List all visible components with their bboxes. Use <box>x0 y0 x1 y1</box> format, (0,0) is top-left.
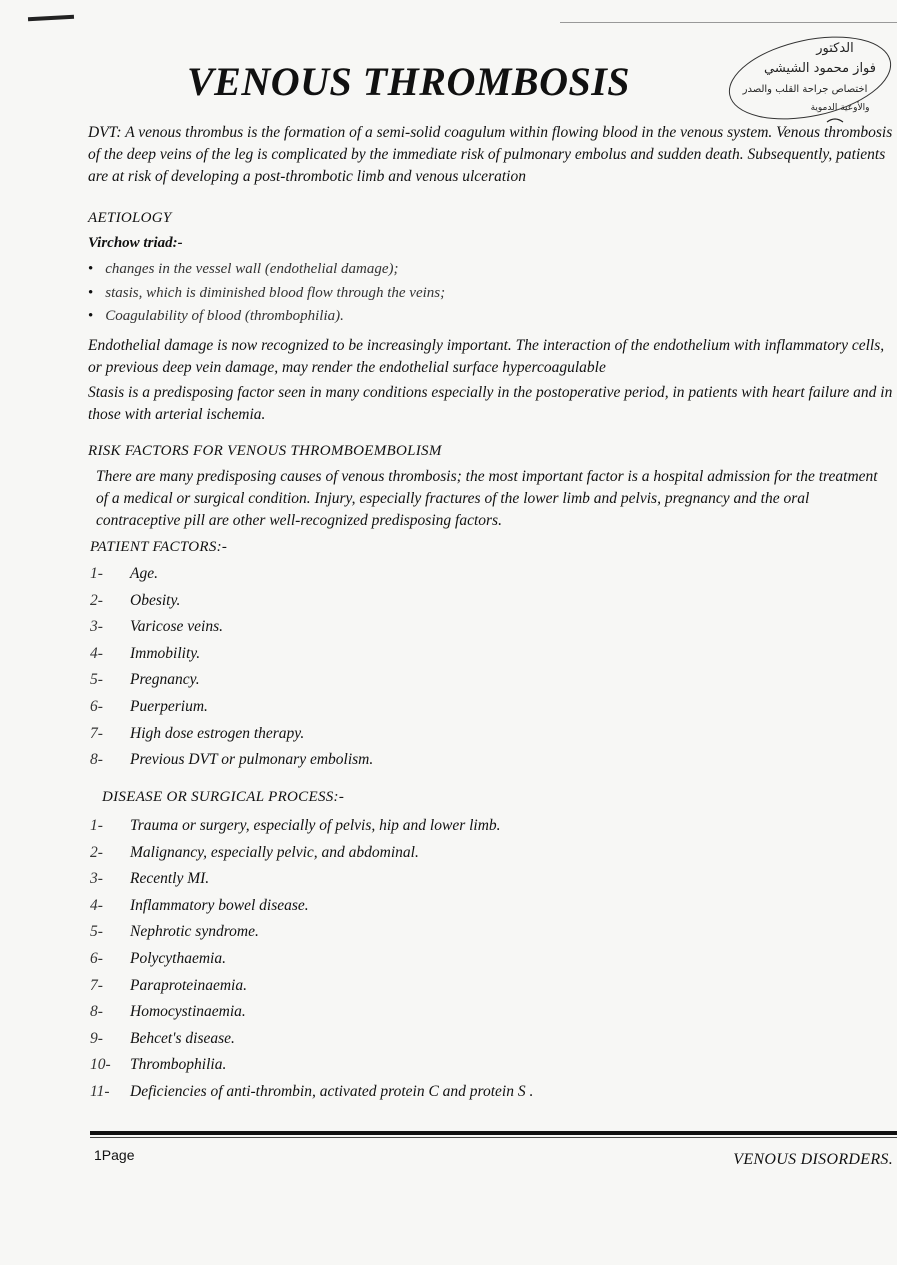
item-text: High dose estrogen therapy. <box>130 724 305 742</box>
item-text: Polycythaemia. <box>130 949 226 967</box>
list-item <box>90 694 373 721</box>
item-text: Previous DVT or pulmonary embolism. <box>130 751 374 769</box>
list-item: • Coagulability of blood (thrombophilia). <box>88 305 445 329</box>
list-item: • changes in the vessel wall (endothelial damage); <box>88 258 445 282</box>
item-text: Pregnancy. <box>130 671 200 689</box>
list-item <box>90 561 373 588</box>
top-rule <box>560 22 897 23</box>
item-number: 7- <box>90 976 103 994</box>
item-text: Behcet's disease. <box>130 1029 235 1047</box>
doctor-stamp <box>715 30 895 130</box>
list-item <box>90 588 373 615</box>
list-item <box>90 999 533 1026</box>
item-text: Puerperium. <box>130 697 208 715</box>
item-text: Obesity. <box>130 591 181 609</box>
item-number: 10- <box>90 1056 111 1074</box>
item-number: 8- <box>90 1003 103 1021</box>
page-number: 1Page <box>94 1147 135 1163</box>
item-text: Deficiencies of anti-thrombin, activated protein C and protein S . <box>130 1082 534 1100</box>
footer-rule-thin <box>90 1137 897 1138</box>
list-item <box>90 813 533 840</box>
item-number: 7- <box>90 724 103 742</box>
page-title: VENOUS THROMBOSIS <box>186 59 631 104</box>
item-text: Trauma or surgery, especially of pelvis, hip and lower limb. <box>130 817 501 834</box>
item-text: Thrombophilia. <box>130 1056 227 1074</box>
item-number: 8- <box>90 751 103 769</box>
list-item: • stasis, which is diminished blood flow through the veins; <box>88 282 445 306</box>
item-text: Nephrotic syndrome. <box>130 923 259 941</box>
virchow-list <box>88 258 445 329</box>
intro-text: A venous thrombus is the formation of a semi-solid coagulum within flowing blood in the venous system. Venous thrombosis of the deep veins of the leg is complicated by the immediate risk of pulmonary embolus and sudden death. Subsequently, patients are at risk of developing a post-thrombotic limb and venous ulceration <box>88 124 893 185</box>
item-text: Age. <box>130 565 158 582</box>
item-text: Paraproteinaemia. <box>130 976 247 994</box>
list-item <box>90 641 373 668</box>
item-number: 11- <box>90 1082 110 1100</box>
list-item <box>90 893 533 920</box>
aetiology-heading: AETIOLOGY <box>88 210 172 226</box>
item-number: 5- <box>90 923 103 941</box>
item-text: Immobility. <box>130 644 201 662</box>
item-text: Recently MI. <box>130 870 210 888</box>
risk-heading: RISK FACTORS FOR VENOUS THROMBOEMBOLISM <box>88 443 442 459</box>
item-number: 6- <box>90 697 103 715</box>
patient-factors-list <box>90 561 373 774</box>
list-item <box>90 946 533 973</box>
list-item <box>90 1052 533 1079</box>
item-number: 2- <box>90 591 103 609</box>
stamp-line-3: اختصاص جراحة القلب والصدر <box>742 84 868 95</box>
item-text: Inflammatory bowel disease. <box>130 896 309 914</box>
list-item <box>90 667 373 694</box>
stasis-paragraph: Stasis is a predisposing factor seen in many conditions especially in the postoperative period, in patients with heart failure and in those with arterial ischemia. <box>88 384 893 423</box>
intro-label: DVT: <box>88 124 122 141</box>
footer-rule <box>90 1131 897 1135</box>
scan-artifact <box>28 15 74 21</box>
disease-list <box>90 813 533 1106</box>
item-text: Homocystinaemia. <box>130 1003 246 1021</box>
list-item <box>90 919 533 946</box>
list-item <box>90 747 373 774</box>
item-number: 4- <box>90 644 103 662</box>
list-item <box>90 1026 533 1053</box>
item-text: Malignancy, especially pelvic, and abdominal. <box>130 843 419 861</box>
list-item <box>90 1079 533 1106</box>
list-item <box>90 840 533 867</box>
list-item <box>90 614 373 641</box>
item-number: 4- <box>90 896 103 914</box>
list-item <box>90 973 533 1000</box>
item-number: 1- <box>90 565 103 582</box>
virchow-heading: Virchow triad:- <box>88 235 183 251</box>
item-number: 5- <box>90 671 103 689</box>
stamp-line-1: الدكتور <box>816 41 854 56</box>
disease-heading: DISEASE OR SURGICAL PROCESS:- <box>102 789 345 805</box>
footer-section: VENOUS DISORDERS. <box>733 1151 893 1168</box>
item-number: 1- <box>90 817 103 834</box>
item-number: 2- <box>90 843 103 861</box>
stamp-line-2: فواز محمود الشيشي <box>764 61 876 76</box>
patient-factors-heading: PATIENT FACTORS:- <box>90 539 228 555</box>
item-number: 9- <box>90 1029 103 1047</box>
endothelial-paragraph: Endothelial damage is now recognized to be increasingly important. The interaction of the endothelium with inflammatory cells, or previous deep vein damage, may render the endothelial surface hypercoagulable <box>88 337 885 376</box>
intro-paragraph <box>88 122 893 188</box>
list-item <box>90 866 533 893</box>
list-item <box>90 721 373 748</box>
item-number: 3- <box>90 618 103 636</box>
item-number: 6- <box>90 949 103 967</box>
item-text: Varicose veins. <box>130 618 223 636</box>
stamp-line-4: والأوعية الدموية <box>810 103 870 113</box>
item-number: 3- <box>90 870 103 888</box>
risk-paragraph: There are many predisposing causes of venous thrombosis; the most important factor is a hospital admission for the treatment of a medical or surgical condition. Injury, especially fractures of the lower limb and pelvis, pregnancy and the oral contraceptive pill are other well-recognized predisposing factors. <box>96 468 878 529</box>
